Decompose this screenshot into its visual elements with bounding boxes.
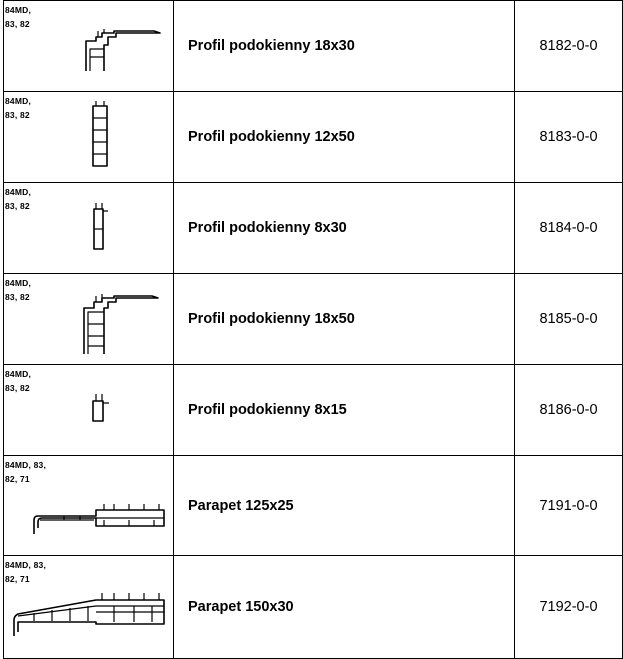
series-label: 84MD, 83, 82 xyxy=(5,187,32,211)
profile-code: 8184-0-0 xyxy=(539,220,598,236)
profile-name-cell xyxy=(174,556,515,659)
profile-name: Profil podokienny 8x30 xyxy=(188,220,347,236)
profile-code: 7191-0-0 xyxy=(539,497,598,514)
profile-catalog-table xyxy=(3,0,623,659)
series-label: 84MD, 83, 82 xyxy=(5,369,32,393)
table-row xyxy=(4,365,623,456)
profile-8x30-drawing xyxy=(4,183,173,274)
profile-image-cell xyxy=(4,274,174,365)
table-row xyxy=(4,456,623,556)
series-label: 84MD, 83, 82 xyxy=(5,5,32,29)
profile-name-cell xyxy=(174,274,515,365)
profile-image-cell xyxy=(4,1,174,92)
profile-18x50-drawing xyxy=(4,274,173,365)
table-row xyxy=(4,183,623,274)
profile-code-cell xyxy=(515,556,623,659)
profile-code-cell xyxy=(515,183,623,274)
table-row xyxy=(4,274,623,365)
profile-name-cell xyxy=(174,365,515,456)
series-label: 84MD, 83, 82 xyxy=(5,278,32,302)
table-row xyxy=(4,92,623,183)
profile-code-cell xyxy=(515,456,623,556)
parapet-125x25-drawing xyxy=(4,456,173,556)
profile-12x50-drawing xyxy=(4,92,173,183)
profile-18x30-drawing xyxy=(4,1,173,92)
profile-code: 8186-0-0 xyxy=(539,402,598,418)
profile-code: 7192-0-0 xyxy=(539,599,598,615)
profile-image-cell xyxy=(4,92,174,183)
profile-name: Profil podokienny 8x15 xyxy=(188,402,347,418)
profile-code: 8182-0-0 xyxy=(539,38,598,54)
profile-name: Parapet 125x25 xyxy=(188,497,294,514)
series-label: 84MD, 83, 82, 71 xyxy=(5,560,47,584)
profile-name: Profil podokienny 12x50 xyxy=(188,129,355,145)
table-row xyxy=(4,556,623,659)
profile-code-cell xyxy=(515,1,623,92)
profile-code-cell xyxy=(515,365,623,456)
table-row xyxy=(4,1,623,92)
profile-image-cell xyxy=(4,456,174,556)
profile-image-cell xyxy=(4,365,174,456)
profile-name: Profil podokienny 18x30 xyxy=(188,38,355,54)
profile-name-cell xyxy=(174,183,515,274)
profile-name-cell xyxy=(174,456,515,556)
profile-name-cell xyxy=(174,92,515,183)
profile-8x15-drawing xyxy=(4,365,173,456)
profile-code-cell xyxy=(515,92,623,183)
parapet-150x30-drawing xyxy=(4,556,173,659)
profile-image-cell xyxy=(4,556,174,659)
profile-code-cell xyxy=(515,274,623,365)
profile-code: 8183-0-0 xyxy=(539,129,598,145)
profile-name-cell xyxy=(174,1,515,92)
profile-code: 8185-0-0 xyxy=(539,311,598,327)
profile-name: Profil podokienny 18x50 xyxy=(188,311,355,327)
profile-image-cell xyxy=(4,183,174,274)
series-label: 84MD, 83, 82, 71 xyxy=(5,460,47,484)
series-label: 84MD, 83, 82 xyxy=(5,96,32,120)
profile-name: Parapet 150x30 xyxy=(188,599,294,615)
